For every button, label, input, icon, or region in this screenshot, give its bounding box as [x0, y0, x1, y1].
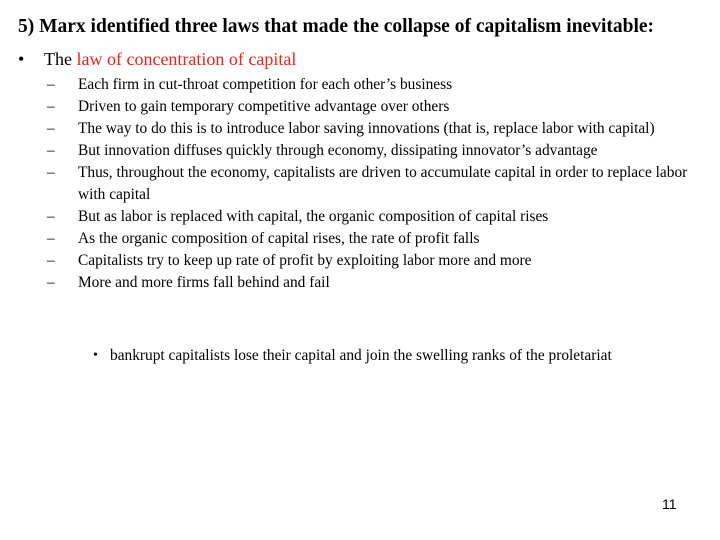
list-item-text: Capitalists try to keep up rate of profit by exploiting labor more and more — [78, 252, 532, 269]
list-item — [0, 96, 700, 118]
list-item-text: Each firm in cut-throat competition for each other’s business — [78, 76, 453, 93]
list-item-text: The way to do this is to introduce labor saving innovations (that is, replace labor with capital) — [78, 120, 655, 137]
list-item — [0, 118, 700, 140]
dash-marker: – — [47, 142, 55, 159]
bullet-prefix: The — [44, 49, 77, 69]
list-item — [0, 206, 700, 228]
dash-marker: – — [47, 76, 55, 93]
dash-marker: – — [47, 230, 55, 247]
slide-title: 5) Marx identified three laws that made the collapse of capitalism inevitable: — [18, 16, 655, 37]
list-item-text: Driven to gain temporary competitive advantage over others — [78, 98, 450, 115]
list-item — [0, 250, 700, 272]
dash-marker: – — [47, 252, 55, 269]
sub-bullet-text: bankrupt capitalists lose their capital and join the swelling ranks of the proletariat — [110, 347, 612, 364]
list-item-text: Thus, throughout the economy, capitalists are driven to accumulate capital in order to replace labor with capital — [78, 164, 688, 203]
list-item-text: But innovation diffuses quickly through economy, dissipating innovator’s advantage — [78, 142, 598, 159]
list-item-text: But as labor is replaced with capital, the organic composition of capital rises — [78, 208, 549, 225]
list-item — [0, 228, 700, 250]
list-item-text: As the organic composition of capital rises, the rate of profit falls — [78, 230, 480, 247]
list-item-text: More and more firms fall behind and fail — [78, 274, 330, 291]
dash-marker: – — [47, 208, 55, 225]
bullet-highlight: law of concentration of capital — [76, 49, 297, 69]
dash-marker: – — [47, 98, 55, 115]
dash-marker: – — [47, 164, 55, 181]
sub-bullet-marker: • — [93, 348, 98, 363]
dash-marker: – — [47, 274, 55, 291]
dash-marker: – — [47, 120, 55, 137]
page-number: 11 — [662, 496, 677, 512]
list-item — [0, 272, 700, 294]
dash-list — [0, 74, 720, 294]
list-item — [0, 74, 700, 96]
list-item — [0, 140, 700, 162]
bullet-law — [18, 47, 296, 71]
list-item — [0, 162, 700, 206]
bullet-marker: • — [18, 49, 25, 69]
